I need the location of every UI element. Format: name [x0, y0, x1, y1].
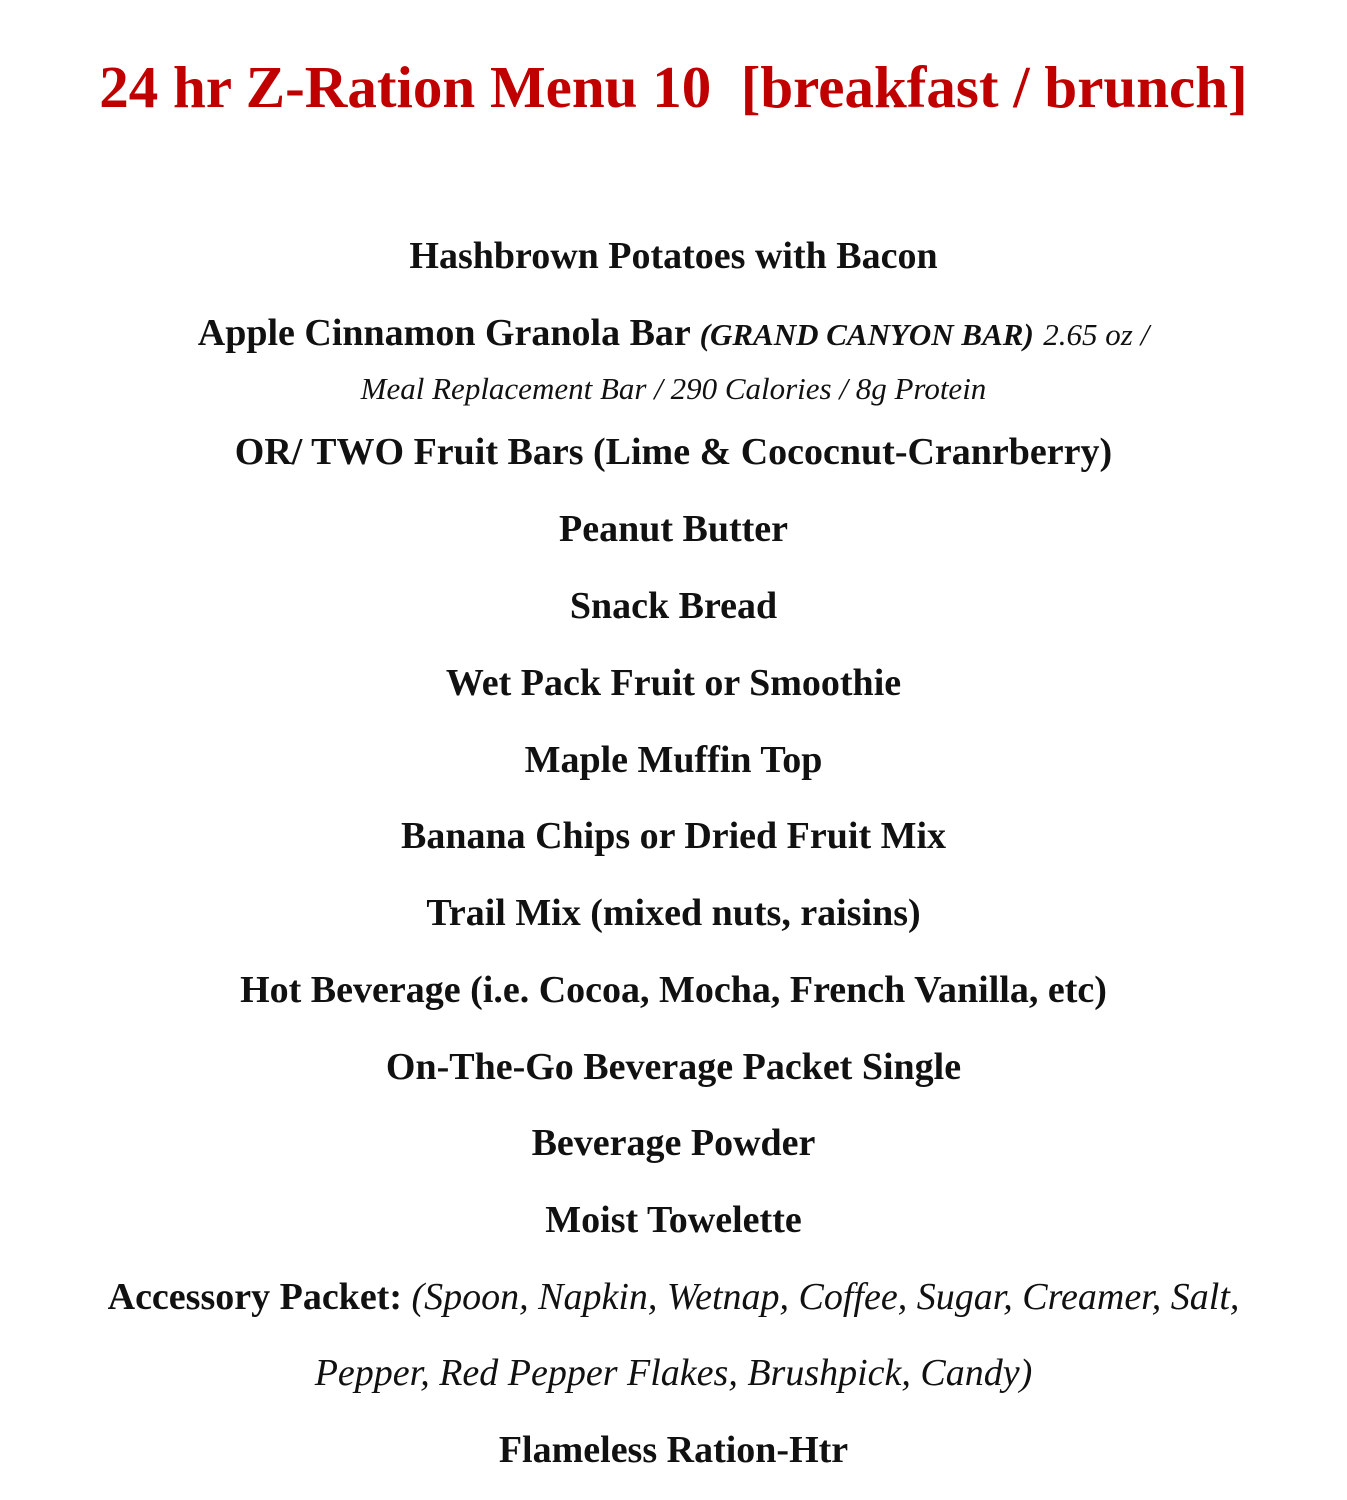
menu-item-hot-beverage: Hot Beverage (i.e. Cocoa, Mocha, French Vanilla, etc) — [240, 969, 1107, 1011]
menu-item-banana-chips: Banana Chips or Dried Fruit Mix — [400, 815, 947, 857]
menu-item-maple-muffin: Maple Muffin Top — [524, 739, 823, 781]
menu-item-beverage-powder: Beverage Powder — [531, 1122, 816, 1164]
menu-item-trail-mix: Trail Mix (mixed nuts, raisins) — [426, 892, 921, 934]
granola-brand: (GRAND CANYON BAR) — [699, 317, 1034, 352]
menu-item-granola-bar — [0, 310, 1347, 358]
accessory-label: Accessory Packet: — [107, 1276, 402, 1318]
accessory-contents-line1: (Spoon, Napkin, Wetnap, Coffee, Sugar, Creamer, Salt, — [411, 1276, 1240, 1318]
menu-item-hashbrown: Hashbrown Potatoes with Bacon — [409, 235, 938, 277]
menu-item-fruit-bars: OR/ TWO Fruit Bars (Lime & Cococnut-Cranrberry) — [234, 431, 1113, 473]
menu-item-flameless-heater: Flameless Ration-Htr — [498, 1429, 849, 1471]
granola-size: 2.65 oz / — [1043, 317, 1150, 352]
granola-details: Meal Replacement Bar / 290 Calories / 8g Protein — [360, 371, 987, 406]
menu-item-peanut-butter: Peanut Butter — [558, 508, 789, 550]
menu-item-on-the-go-beverage: On-The-Go Beverage Packet Single — [385, 1046, 962, 1088]
granola-name: Apple Cinnamon Granola Bar — [197, 312, 691, 354]
menu-item-moist-towelette: Moist Towelette — [545, 1199, 802, 1241]
accessory-contents-line2: Pepper, Red Pepper Flakes, Brushpick, Candy) — [314, 1352, 1033, 1394]
menu-item-accessory-packet — [0, 1274, 1347, 1320]
menu-title: 24 hr Z-Ration Menu 10 [breakfast / brunch] — [99, 54, 1248, 120]
menu-item-snack-bread: Snack Bread — [569, 585, 778, 627]
menu-item-wet-pack-fruit: Wet Pack Fruit or Smoothie — [445, 662, 902, 704]
